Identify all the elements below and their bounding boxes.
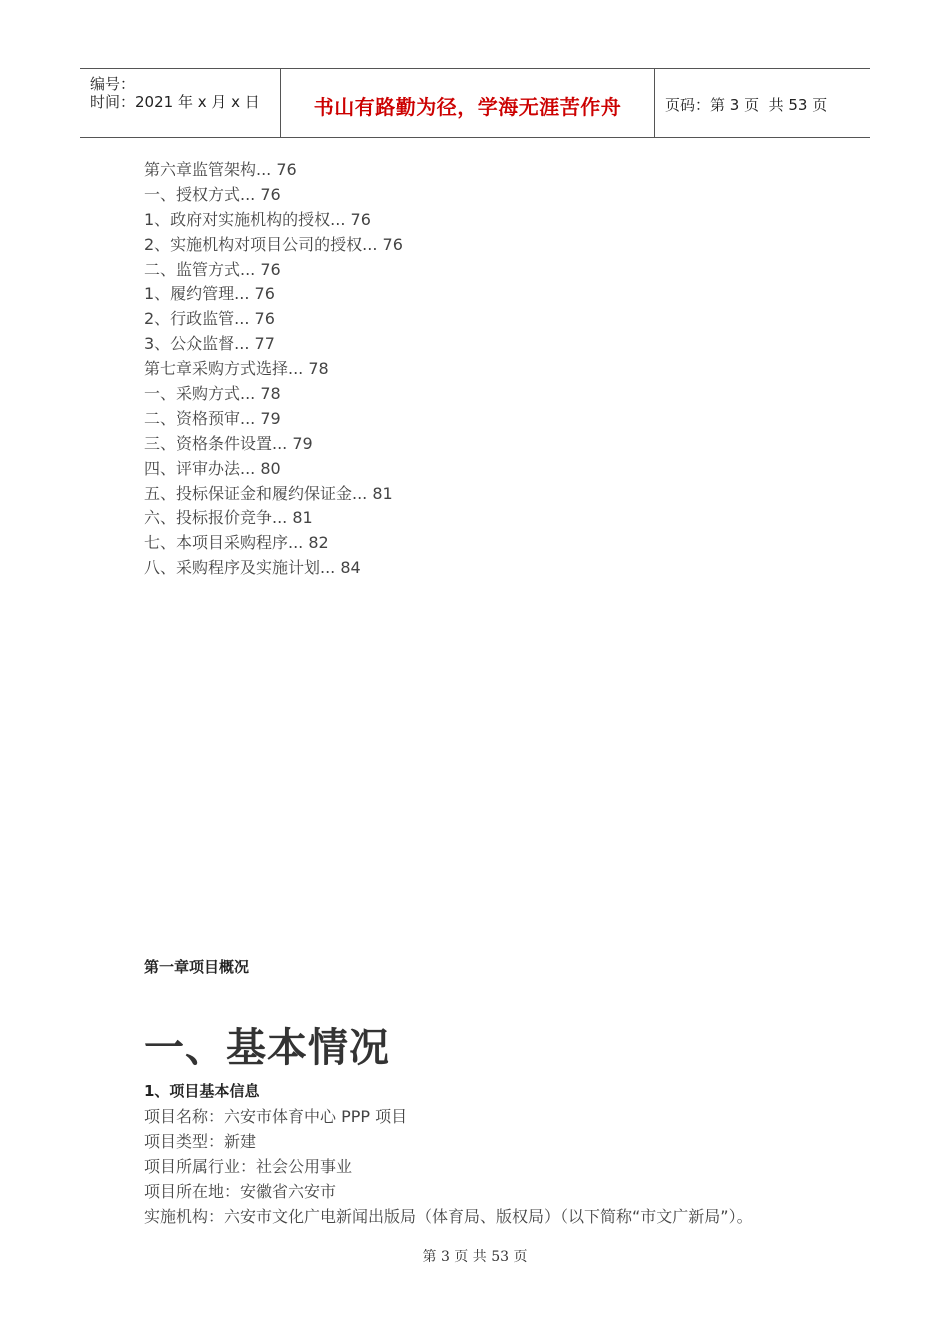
table-of-contents bbox=[144, 158, 403, 581]
toc-entry[interactable]: 2、实施机构对项目公司的授权... 76 bbox=[144, 234, 403, 254]
toc-entry[interactable]: 1、政府对实施机构的授权... 76 bbox=[144, 209, 371, 229]
section-heading: 一、基本情况 bbox=[144, 1025, 390, 1071]
toc-entry[interactable]: 二、资格预审... 79 bbox=[144, 408, 281, 428]
page-footer: 第 3 页 共 53 页 bbox=[422, 1249, 528, 1265]
header-page-number: 页码：第 3 页 共 53 页 bbox=[665, 96, 828, 114]
project-industry-line: 项目所属行业：社会公用事业 bbox=[144, 1157, 353, 1176]
header-motto-cell bbox=[281, 69, 655, 137]
toc-entry[interactable]: 2、行政监管... 76 bbox=[144, 309, 275, 329]
project-name-line: 项目名称：六安市体育中心 PPP 项目 bbox=[144, 1107, 408, 1126]
toc-entry[interactable]: 二、监管方式... 76 bbox=[144, 259, 281, 279]
header-page-cell bbox=[655, 69, 870, 137]
toc-entry[interactable]: 八、采购程序及实施计划... 84 bbox=[144, 558, 361, 578]
project-type-line: 项目类型：新建 bbox=[144, 1132, 257, 1151]
toc-entry[interactable]: 三、资格条件设置... 79 bbox=[144, 433, 313, 453]
project-info-block bbox=[144, 1104, 753, 1229]
chapter-heading: 第一章项目概况 bbox=[144, 958, 250, 976]
header-meta bbox=[80, 69, 281, 137]
document-number-label: 编号： bbox=[90, 75, 136, 93]
page-header bbox=[80, 68, 870, 138]
toc-entry[interactable]: 六、投标报价竞争... 81 bbox=[144, 508, 313, 528]
sub-heading: 1、项目基本信息 bbox=[144, 1082, 260, 1100]
toc-entry[interactable]: 一、采购方式... 78 bbox=[144, 384, 281, 404]
document-date-label: 时间：2021 年 x 月 x 日 bbox=[90, 93, 260, 111]
toc-entry[interactable]: 1、履约管理... 76 bbox=[144, 284, 275, 304]
implementing-agency-line: 实施机构：六安市文化广电新闻出版局（体育局、版权局）（以下简称“市文广新局”）。 bbox=[144, 1207, 753, 1226]
toc-entry[interactable]: 3、公众监督... 77 bbox=[144, 334, 275, 354]
toc-entry[interactable]: 第六章监管架构... 76 bbox=[144, 160, 297, 179]
header-motto: 书山有路勤为径，学海无涯苦作舟 bbox=[313, 95, 622, 119]
project-location-line: 项目所在地：安徽省六安市 bbox=[144, 1182, 337, 1201]
toc-entry[interactable]: 四、评审办法... 80 bbox=[144, 458, 281, 478]
toc-entry[interactable]: 五、投标保证金和履约保证金... 81 bbox=[144, 483, 393, 503]
toc-entry[interactable]: 七、本项目采购程序... 82 bbox=[144, 533, 329, 553]
toc-entry[interactable]: 第七章采购方式选择... 78 bbox=[144, 359, 329, 379]
toc-entry[interactable]: 一、授权方式... 76 bbox=[144, 184, 281, 204]
